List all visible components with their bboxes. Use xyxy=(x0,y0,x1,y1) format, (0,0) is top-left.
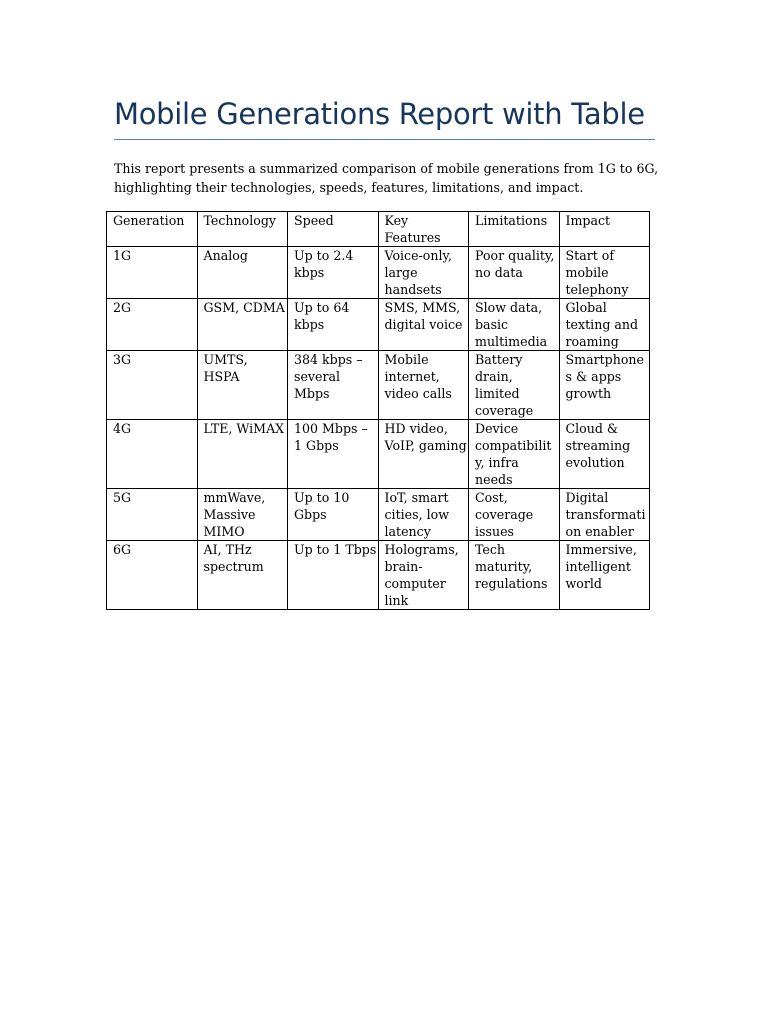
document-title: Mobile Generations Report with Table xyxy=(114,97,645,131)
header-limitations: Limitations xyxy=(469,212,560,247)
cell-technology: mmWave, Massive MIMO xyxy=(197,489,288,541)
cell-impact: Start of mobile telephony xyxy=(559,247,650,299)
cell-technology: Analog xyxy=(197,247,288,299)
table-row xyxy=(107,247,650,299)
cell-impact: Digital transformation enabler xyxy=(559,489,650,541)
cell-speed: Up to 1 Tbps xyxy=(288,541,379,610)
cell-limitations: Tech maturity, regulations xyxy=(469,541,560,610)
cell-key-features: Voice-only, large handsets xyxy=(378,247,469,299)
cell-key-features: HD video, VoIP, gaming xyxy=(378,420,469,489)
cell-limitations: Device compatibility, infra needs xyxy=(469,420,560,489)
cell-generation: 1G xyxy=(107,247,198,299)
cell-key-features: Holograms, brain-computer link xyxy=(378,541,469,610)
cell-technology: UMTS, HSPA xyxy=(197,351,288,420)
cell-generation: 3G xyxy=(107,351,198,420)
title-underline xyxy=(114,139,655,140)
header-impact: Impact xyxy=(559,212,650,247)
cell-limitations: Poor quality, no data xyxy=(469,247,560,299)
cell-limitations: Cost, coverage issues xyxy=(469,489,560,541)
cell-technology: LTE, WiMAX xyxy=(197,420,288,489)
cell-generation: 2G xyxy=(107,299,198,351)
cell-impact: Immersive, intelligent world xyxy=(559,541,650,610)
cell-impact: Cloud & streaming evolution xyxy=(559,420,650,489)
cell-speed: Up to 64 kbps xyxy=(288,299,379,351)
table-row xyxy=(107,489,650,541)
cell-impact: Smartphones & apps growth xyxy=(559,351,650,420)
header-key-features: Key Features xyxy=(378,212,469,247)
cell-generation: 5G xyxy=(107,489,198,541)
table-header-row xyxy=(107,212,650,247)
cell-generation: 6G xyxy=(107,541,198,610)
generations-table xyxy=(106,211,650,610)
table-row xyxy=(107,299,650,351)
header-speed: Speed xyxy=(288,212,379,247)
table-row xyxy=(107,541,650,610)
header-technology: Technology xyxy=(197,212,288,247)
cell-speed: 384 kbps – several Mbps xyxy=(288,351,379,420)
cell-technology: AI, THz spectrum xyxy=(197,541,288,610)
cell-key-features: SMS, MMS, digital voice xyxy=(378,299,469,351)
intro-paragraph: This report presents a summarized comparison of mobile generations from 1G to 6G, highlighting their technologies, speeds, features, limitations, and impact. xyxy=(114,161,659,195)
cell-limitations: Battery drain, limited coverage xyxy=(469,351,560,420)
cell-speed: 100 Mbps – 1 Gbps xyxy=(288,420,379,489)
cell-key-features: Mobile internet, video calls xyxy=(378,351,469,420)
cell-speed: Up to 10 Gbps xyxy=(288,489,379,541)
cell-impact: Global texting and roaming xyxy=(559,299,650,351)
cell-speed: Up to 2.4 kbps xyxy=(288,247,379,299)
header-generation: Generation xyxy=(107,212,198,247)
cell-generation: 4G xyxy=(107,420,198,489)
table-row xyxy=(107,420,650,489)
table-row xyxy=(107,351,650,420)
cell-key-features: IoT, smart cities, low latency xyxy=(378,489,469,541)
cell-limitations: Slow data, basic multimedia xyxy=(469,299,560,351)
cell-technology: GSM, CDMA xyxy=(197,299,288,351)
